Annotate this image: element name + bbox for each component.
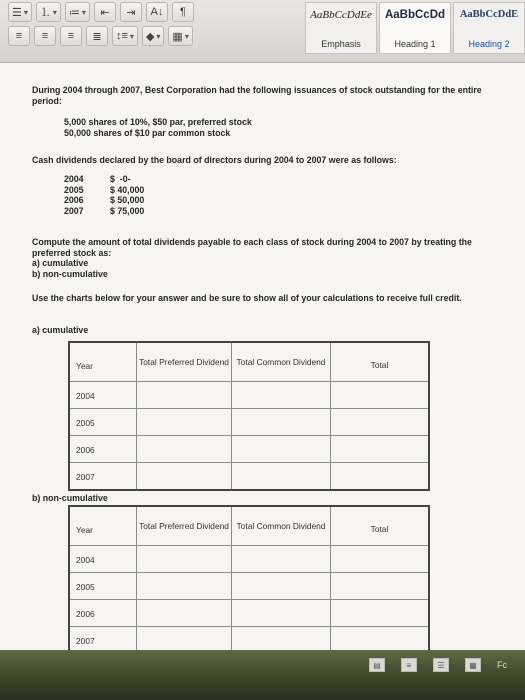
align-right-button[interactable] (60, 26, 82, 46)
print-layout-view-icon[interactable]: ▤ (369, 658, 385, 672)
paragraph-toolbar-row-2 (8, 26, 193, 46)
header-year: Year (69, 506, 137, 546)
year-cell: 2006 (69, 600, 137, 627)
table-row (69, 382, 429, 409)
section-non-cumulative-label: b) non-cumulative (32, 493, 108, 503)
total-cell[interactable] (331, 409, 430, 436)
style-heading-1[interactable] (379, 2, 451, 54)
align-center-icon: ≡ (41, 30, 49, 42)
stock-issuances (64, 117, 252, 138)
section-cumulative-label: a) cumulative (32, 325, 89, 335)
year-cell: 2005 (69, 409, 137, 436)
numbered-list-button[interactable] (36, 2, 61, 22)
common-cell[interactable] (232, 546, 331, 573)
style-preview: AaBbCcDdEe (310, 9, 372, 21)
header-total: Total (331, 506, 430, 546)
styles-gallery (305, 2, 525, 54)
year-cell: 2007 (69, 627, 137, 655)
bullets-list-icon: ☰ (12, 6, 22, 19)
shading-button[interactable] (142, 26, 164, 46)
multilevel-list-button[interactable] (65, 2, 90, 22)
style-emphasis[interactable] (305, 2, 377, 54)
non-cumulative-table (68, 505, 430, 655)
common-cell[interactable] (232, 573, 331, 600)
preferred-cell[interactable] (137, 546, 232, 573)
decrease-indent-icon: ⇤ (100, 6, 110, 19)
table-row (69, 546, 429, 573)
chevron-down-icon: ▾ (156, 31, 161, 41)
outline-view-icon[interactable]: ☰ (433, 658, 449, 672)
preferred-cell[interactable] (137, 573, 232, 600)
draft-view-icon[interactable]: ≡ (401, 658, 417, 672)
common-cell[interactable] (232, 463, 331, 491)
justify-button[interactable] (86, 26, 108, 46)
multilevel-list-icon: ≔ (68, 6, 80, 19)
dividend-year: 2004 (64, 174, 84, 184)
chevron-down-icon: ▾ (23, 7, 28, 17)
option-cumulative: a) cumulative (32, 258, 89, 268)
style-label: Heading 1 (394, 39, 436, 49)
header-total: Total (331, 342, 430, 382)
preferred-stock-line: 5,000 shares of 10%, $50 par, preferred stock (64, 117, 252, 127)
borders-button[interactable] (168, 26, 192, 46)
dividend-amount: $ 40,000 (110, 184, 145, 195)
common-cell[interactable] (232, 382, 331, 409)
ribbon-toolbar (0, 0, 525, 63)
table-header-row (69, 342, 429, 382)
increase-indent-button[interactable] (120, 2, 142, 22)
align-left-button[interactable] (8, 26, 30, 46)
align-left-icon: ≡ (15, 30, 23, 42)
header-common: Total Common Dividend (232, 506, 331, 546)
total-cell[interactable] (331, 436, 430, 463)
dividend-year: 2005 (64, 184, 84, 195)
header-preferred: Total Preferred Dividend (137, 506, 232, 546)
preferred-cell[interactable] (137, 382, 232, 409)
line-spacing-icon: ↕≡ (116, 30, 128, 42)
paragraph-toolbar-row-1 (8, 2, 194, 22)
increase-indent-icon: ⇥ (126, 6, 136, 19)
problem-intro: During 2004 through 2007, Best Corporation had the following issuances of stock outstanding for the entire period: (32, 85, 482, 106)
chevron-down-icon: ▾ (184, 31, 189, 41)
web-layout-view-icon[interactable]: ▦ (465, 658, 481, 672)
year-cell: 2006 (69, 436, 137, 463)
total-cell[interactable] (331, 463, 430, 491)
year-cell: 2004 (69, 546, 137, 573)
preferred-cell[interactable] (137, 600, 232, 627)
table-row (69, 463, 429, 491)
dividend-amount: $ 75,000 (110, 205, 145, 216)
shading-icon: ◆ (145, 30, 155, 43)
year-cell: 2004 (69, 382, 137, 409)
total-cell[interactable] (331, 600, 430, 627)
total-cell[interactable] (331, 573, 430, 600)
document-page[interactable] (0, 63, 525, 650)
common-cell[interactable] (232, 409, 331, 436)
total-cell[interactable] (331, 382, 430, 409)
show-formatting-icon: ¶ (179, 6, 186, 18)
style-label: Emphasis (321, 39, 361, 49)
align-right-icon: ≡ (67, 30, 75, 42)
table-row (69, 409, 429, 436)
dividends-intro: Cash dividends declared by the board of directors during 2004 to 2007 were as follows: (32, 155, 397, 165)
align-center-button[interactable] (34, 26, 56, 46)
bullets-list-button[interactable] (8, 2, 32, 22)
preferred-cell[interactable] (137, 436, 232, 463)
show-formatting-button[interactable] (172, 2, 194, 22)
preferred-cell[interactable] (137, 409, 232, 436)
common-stock-line: 50,000 shares of $10 par common stock (64, 127, 231, 138)
charts-note: Use the charts below for your answer and be sure to show all of your calculations to receive full credit. (32, 293, 462, 303)
style-preview: AaBbCcDd (384, 9, 446, 21)
common-cell[interactable] (232, 600, 331, 627)
sort-button[interactable] (146, 2, 168, 22)
year-cell: 2005 (69, 573, 137, 600)
table-row (69, 573, 429, 600)
style-heading-2[interactable] (453, 2, 525, 54)
style-preview: AaBbCcDdE (459, 9, 519, 20)
header-preferred: Total Preferred Dividend (137, 342, 232, 382)
table-header-row (69, 506, 429, 546)
focus-label[interactable]: Fc (497, 660, 507, 670)
sort-icon: A↓ (150, 6, 164, 18)
dividend-amount: $ 50,000 (110, 195, 145, 205)
dividend-year: 2006 (64, 195, 84, 205)
table-row (69, 600, 429, 627)
total-cell[interactable] (331, 546, 430, 573)
compute-instructions (32, 237, 494, 279)
style-label: Heading 2 (468, 39, 510, 49)
table-row (69, 436, 429, 463)
decrease-indent-button[interactable] (94, 2, 116, 22)
numbered-list-icon: ⒈ (39, 7, 51, 19)
dividends-list (64, 174, 190, 216)
justify-icon: ≣ (92, 30, 102, 43)
line-spacing-button[interactable] (112, 26, 138, 46)
chevron-down-icon: ▾ (52, 7, 57, 17)
dividend-amount: $ -0- (110, 174, 131, 184)
header-common: Total Common Dividend (232, 342, 331, 382)
borders-icon: ▦ (172, 30, 183, 43)
header-year: Year (69, 342, 137, 382)
view-switcher (369, 658, 507, 672)
option-non-cumulative: b) non-cumulative (32, 268, 108, 279)
compute-text: Compute the amount of total dividends payable to each class of stock during 2004 to 2007 by treating the preferred stock as: (32, 237, 472, 258)
chevron-down-icon: ▾ (81, 7, 86, 17)
chevron-down-icon: ▾ (129, 31, 134, 41)
status-bar (0, 650, 525, 700)
cumulative-table (68, 341, 430, 491)
dividend-year: 2007 (64, 205, 84, 216)
common-cell[interactable] (232, 436, 331, 463)
preferred-cell[interactable] (137, 463, 232, 491)
year-cell: 2007 (69, 463, 137, 491)
